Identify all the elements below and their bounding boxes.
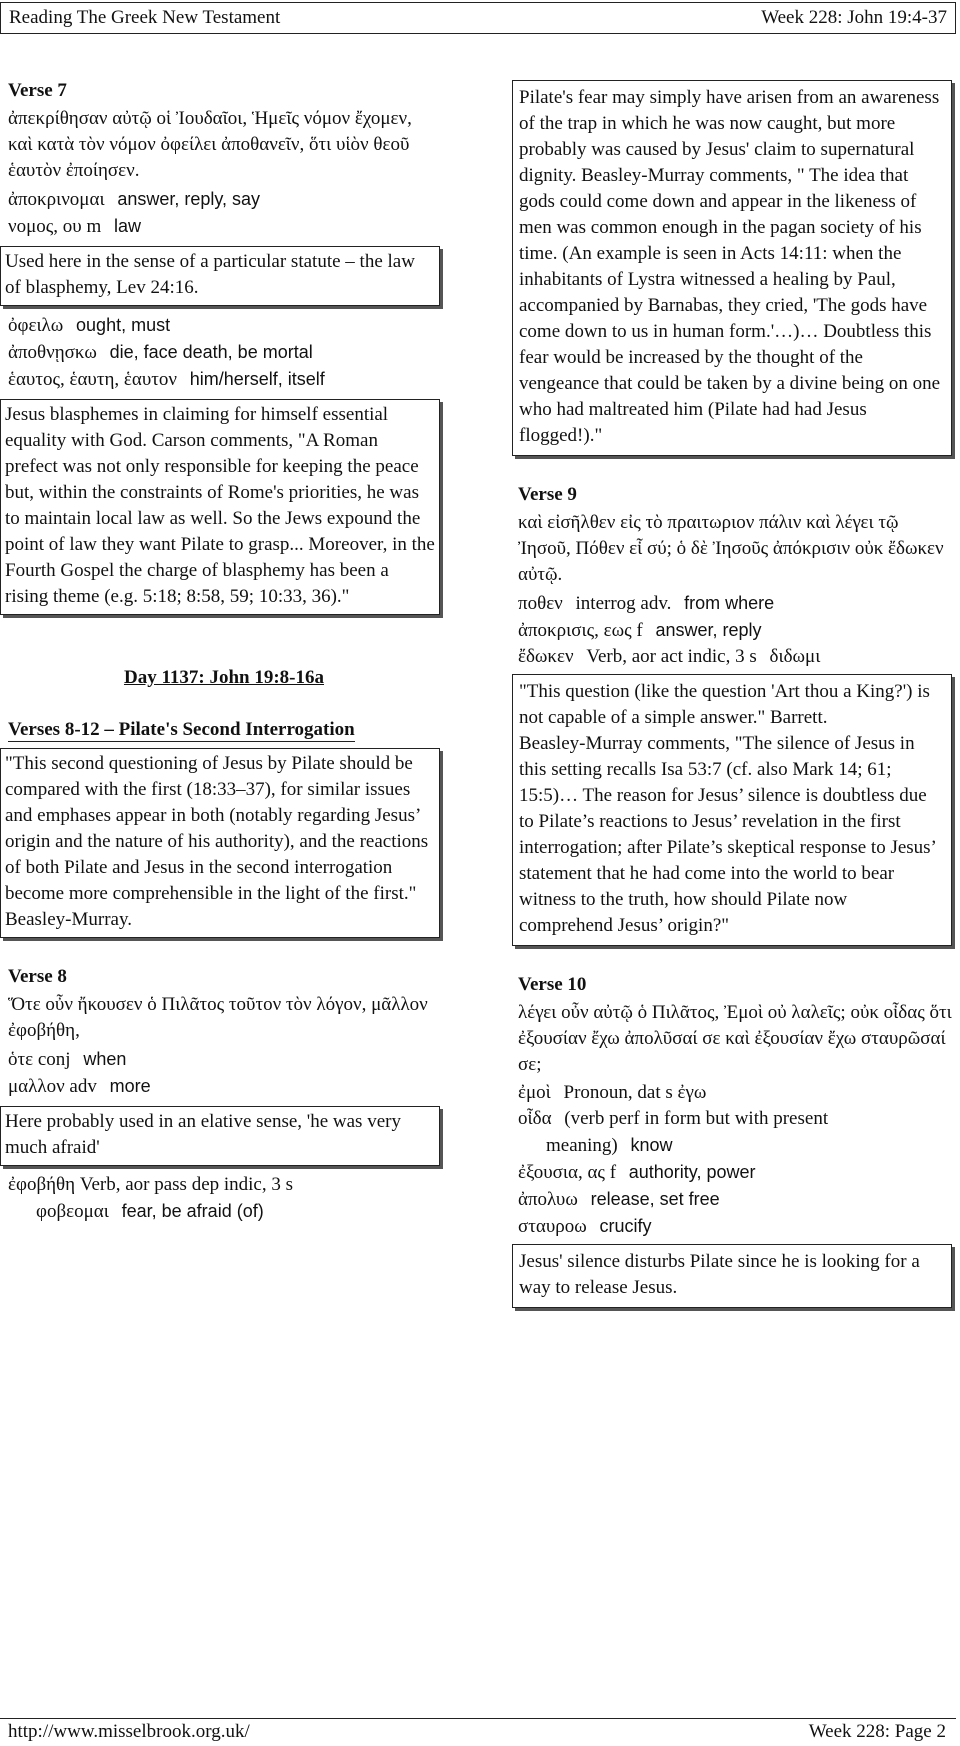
verse-9-heading: Verse 9 [518, 484, 577, 505]
verse-8-note-1: Here probably used in an elative sense, 'he was very much afraid' [0, 1106, 440, 1166]
footer-page: Week 228: Page 2 [808, 1721, 946, 1742]
vocab-entry: ἐξουσια, ας f authority, power [518, 1162, 756, 1183]
verse-10-vocab [518, 1080, 952, 1240]
vocab-entry: φοβεομαι fear, be afraid (of) [36, 1201, 264, 1222]
verse-7-vocab-2 [8, 312, 440, 393]
verse-8-note-2: Pilate's fear may simply have arisen from an awareness of the trap in which he was now caught, but more probably was caused by Jesus' claim to supernatural dignity. Beasley-Murray comments, " The idea that gods could come down and appear in the likeness of men was common enough in the pagan society of his time. (An example is seen in Acts 14:11: when the inhabitants of Lystra witnessed a healing by Paul, accompanied by Barnabas, they cried, 'The gods have come down to us in human form.'…)… Doubtless this fear would be increased by the thought of the vengeance that could be taken by a divine being on one who had maltreated him (Pilate had had Jesus flogged!)." [512, 80, 952, 456]
vocab-entry: ἀποκρισις, εως f answer, reply [518, 620, 762, 641]
verse-8-heading: Verse 8 [8, 966, 67, 987]
verse-9-note: "This question (like the question 'Art thou a King?') is not capable of a simple answer." Barrett. Beasley-Murray comments, "The silence of Jesus in this setting recalls Isa 53:7 (cf. also Mark 14; 61; 15:5)… The reason for Jesus’ silence is doubtless due to Pilate’s reactions to Jesus’ revelation in the first interrogation; after Pilate’s skeptical response to Jesus’ statement that he had come into the world to bear witness to the truth, how should Pilate now comprehend Jesus’ origin?" [512, 674, 952, 946]
vocab-entry: μαλλον adv more [8, 1076, 151, 1097]
verse-10-note: Jesus' silence disturbs Pilate since he is looking for a way to release Jesus. [512, 1244, 952, 1308]
vocab-entry: ἑαυτος, ἑαυτη, ἑαυτον him/herself, itself [8, 369, 325, 390]
verse-10-greek: λέγει οὖν αὐτῷ ὁ Πιλᾶτος, Ἐμοὶ οὐ λαλεῖς; οὐκ οἶδας ὅτι ἐξουσίαν ἔχω ἀπολῦσαί σε καὶ ἐξουσίαν ἔχω σταυρῶσαί σε; [518, 1002, 952, 1075]
verse-9-vocab [518, 590, 952, 670]
vocab-entry: ἐμοὶ Pronoun, dat s ἐγω [518, 1082, 707, 1103]
footer-url: http://www.misselbrook.org.uk/ [8, 1721, 250, 1742]
vocab-entry: ὁτε conj when [8, 1049, 127, 1070]
vocab-entry: οἶδα (verb perf in form but with present [518, 1108, 829, 1129]
verse-7-note-1: Used here in the sense of a particular statute – the law of blasphemy, Lev 24:16. [0, 246, 440, 306]
header-title: Reading The Greek New Testament [9, 7, 281, 28]
verse-7-vocab-1 [8, 186, 440, 240]
right-column [518, 80, 952, 1314]
verse-10-heading: Verse 10 [518, 974, 587, 995]
verse-7-greek: ἀπεκρίθησαν αὐτῷ οἱ Ἰουδαῖοι, Ἡμεῖς νόμον ἔχομεν, καὶ κατὰ τὸν νόμον ὀφείλει ἀποθανεῖν, ὅτι υἱὸν θεοῦ ἑαυτὸν ἐποίησεν. [8, 108, 412, 181]
verse-9-greek: καὶ εἰσῆλθεν εἰς τὸ πραιτωριον πάλιν καὶ λέγει τῷ Ἰησοῦ, Πόθεν εἶ σύ; ὁ δὲ Ἰησοῦς ἀπόκρισιν οὐκ ἔδωκεν αὐτῷ. [518, 512, 944, 585]
verse-7-heading: Verse 7 [8, 80, 67, 101]
header-week: Week 228: John 19:4-37 [761, 7, 947, 28]
left-column [5, 80, 440, 1225]
section-heading: Verses 8-12 – Pilate's Second Interrogation [8, 719, 355, 740]
page-header [0, 2, 956, 34]
vocab-entry: ἀποθνῃσκω die, face death, be mortal [8, 342, 313, 363]
verse-8-greek: Ὅτε οὖν ἤκουσεν ὁ Πιλᾶτος τοῦτον τὸν λόγον, μᾶλλον ἐφοβήθη, [8, 994, 428, 1041]
page-footer [0, 1718, 956, 1745]
vocab-entry: ἀποκρινομαι answer, reply, say [8, 189, 261, 210]
vocab-entry: ὀφειλω ought, must [8, 315, 171, 336]
vocab-entry: ποθεν interrog adv. from where [518, 593, 775, 614]
vocab-entry: ἀπολυω release, set free [518, 1189, 720, 1210]
verse-7-note-2: Jesus blasphemes in claiming for himself essential equality with God. Carson comments, "A Roman prefect was not only responsible for keeping the peace but, within the constraints of Rome's priorities, he was to maintain local law as well. So the Jews expound the point of law they want Pilate to grasp... Moreover, in the Fourth Gospel the charge of blasphemy has been a rising theme (e.g. 5:18; 8:58, 59; 10:33, 36)." [0, 399, 440, 615]
vocab-entry: meaning) know [546, 1135, 673, 1156]
vocab-entry: σταυροω crucify [518, 1216, 652, 1237]
vocab-entry: ἐφοβήθη Verb, aor pass dep indic, 3 s [8, 1174, 294, 1195]
verse-8-vocab-2 [8, 1172, 440, 1225]
vocab-entry: ἔδωκεν Verb, aor act indic, 3 s διδωμι [518, 646, 821, 667]
verse-8-vocab-1 [8, 1046, 440, 1100]
section-note: "This second questioning of Jesus by Pilate should be compared with the first (18:33–37), for similar issues and emphases appear in both (notably regarding Jesus’ origin and the nature of his authority), and the reactions of both Pilate and Jesus in the second interrogation become more comprehensible in the light of the first." Beasley-Murray. [0, 748, 440, 938]
day-heading: Day 1137: John 19:8-16a [123, 667, 325, 688]
vocab-entry: νομος, ου m law [8, 216, 142, 237]
